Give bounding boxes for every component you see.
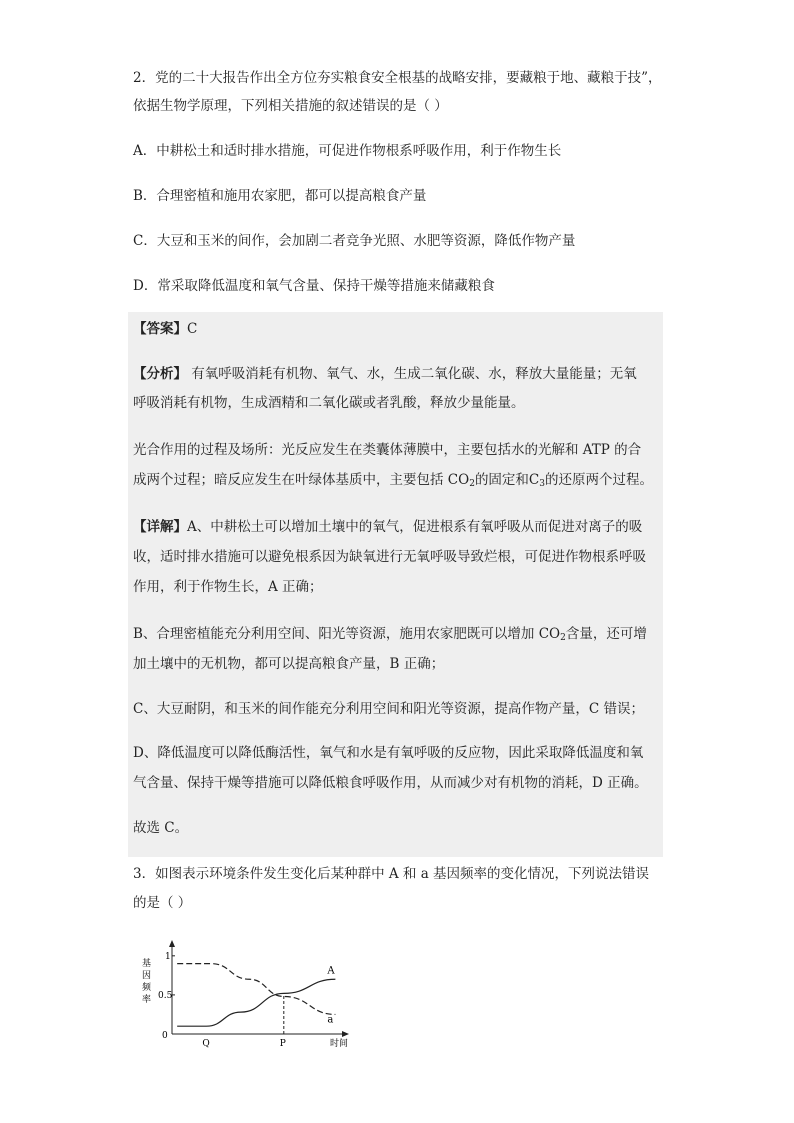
analysis-line1 [133, 364, 637, 384]
x-mark-label: P [279, 1039, 286, 1049]
y-axis-label-char: 因 [142, 971, 152, 981]
analysis-text4c: 的还原两个过程。 [545, 472, 654, 488]
y-axis-label-char: 频 [142, 983, 152, 993]
detail-line3: 作用，利于作物生长，A 正确； [133, 579, 323, 595]
analysis-line4 [133, 470, 653, 490]
detail-line1 [133, 517, 642, 537]
y-axis-arrow [169, 940, 175, 947]
y-tick-label: 0.5 [158, 990, 173, 1001]
y-tick-label: 1 [165, 951, 171, 962]
q3-stem-line1: 3．如图表示环境条件发生变化后某种群中 A 和 a 基因频率的变化情况，下列说法错误 [133, 866, 650, 882]
answer-value: C [187, 321, 198, 337]
q3-stem-line2: 的是（ ） [133, 895, 192, 911]
detail-line6: C、大豆耐阴，和玉米的间作能充分利用空间和阳光等资源，提高作物产量，C 错误； [133, 701, 644, 717]
detail-line9: 故选 C。 [133, 820, 189, 836]
detail-line4 [133, 624, 647, 644]
x-mark-label: Q [202, 1039, 210, 1049]
detail-line8: 气含量、保持干燥等措施可以降低粮食呼吸作用，从而减少对有机物的消耗，D 正确。 [133, 775, 648, 791]
gene-frequency-chart [134, 940, 359, 1050]
analysis-line2: 呼吸消耗有机物，生成酒精和二氧化碳或者乳酸，释放少量能量。 [133, 395, 525, 411]
q2-option-b: B．合理密植和施用农家肥，都可以提高粮食产量 [133, 188, 427, 204]
detail-tag: 【详解】 [133, 519, 187, 535]
co2-subscript: 2 [469, 479, 475, 489]
co2-subscript-2: 2 [560, 633, 566, 643]
series-label-A: A [327, 965, 335, 977]
y-axis-label-char: 率 [142, 995, 152, 1005]
series-label-a: a [327, 1014, 334, 1026]
q2-option-a: A．中耕松土和适时排水措施，可促进作物根系呼吸作用，利于作物生长 [133, 143, 562, 159]
detail-line5: 加土壤中的无机物，都可以提高粮食产量，B 正确； [133, 656, 445, 672]
q2-option-d: D．常采取降低温度和氧气含量、保持干燥等措施来储藏粮食 [133, 278, 495, 294]
analysis-line3: 光合作用的过程及场所：光反应发生在类囊体薄膜中，主要包括水的光解和 ATP 的合 [133, 442, 642, 458]
detail-text4b: 含量，还可增 [565, 626, 647, 642]
answer-tag: 【答案】 [133, 321, 187, 337]
detail-text1: A、中耕松土可以增加土壤中的氧气，促进根系有氧呼吸从而促进对离子的吸 [187, 519, 643, 535]
detail-text4a: B、合理密植能充分利用空间、阳光等资源，施用农家肥既可以增加 CO [133, 626, 561, 642]
analysis-tag: 【分析】 [133, 366, 187, 382]
answer-line [133, 319, 197, 339]
analysis-text1: 有氧呼吸消耗有机物、氧气、水，生成二氧化碳、水，释放大量能量；无氧 [191, 366, 637, 382]
analysis-text4a: 成两个过程；暗反应发生在叶绿体基质中，主要包括 CO [133, 472, 470, 488]
detail-line7: D、降低温度可以降低酶活性，氧气和水是有氧呼吸的反应物，因此采取降低温度和氧 [133, 745, 644, 761]
x-axis-arrow [342, 1031, 349, 1037]
q2-stem-line2: 依据生物学原理，下列相关措施的叙述错误的是（ ） [133, 98, 448, 114]
q2-stem-line1: 2．党的二十大报告作出全方位夯实粮食安全根基的战略安排，要藏粮于地、藏粮于技”， [133, 70, 662, 86]
origin-label: 0 [162, 1031, 168, 1041]
analysis-text4b: 的固定和C [474, 472, 540, 488]
y-axis-label-char: 基 [142, 959, 152, 969]
detail-line2: 收，适时排水措施可以避免根系因为缺氧进行无氧呼吸导致烂根，可促进作物根系呼吸 [133, 549, 646, 565]
q2-option-c: C．大豆和玉米的间作，会加剧二者竞争光照、水肥等资源，降低作物产量 [133, 233, 576, 249]
c3-subscript: 3 [539, 479, 546, 489]
x-axis-label: 时间 [330, 1039, 349, 1049]
series-line-A [177, 979, 335, 1026]
